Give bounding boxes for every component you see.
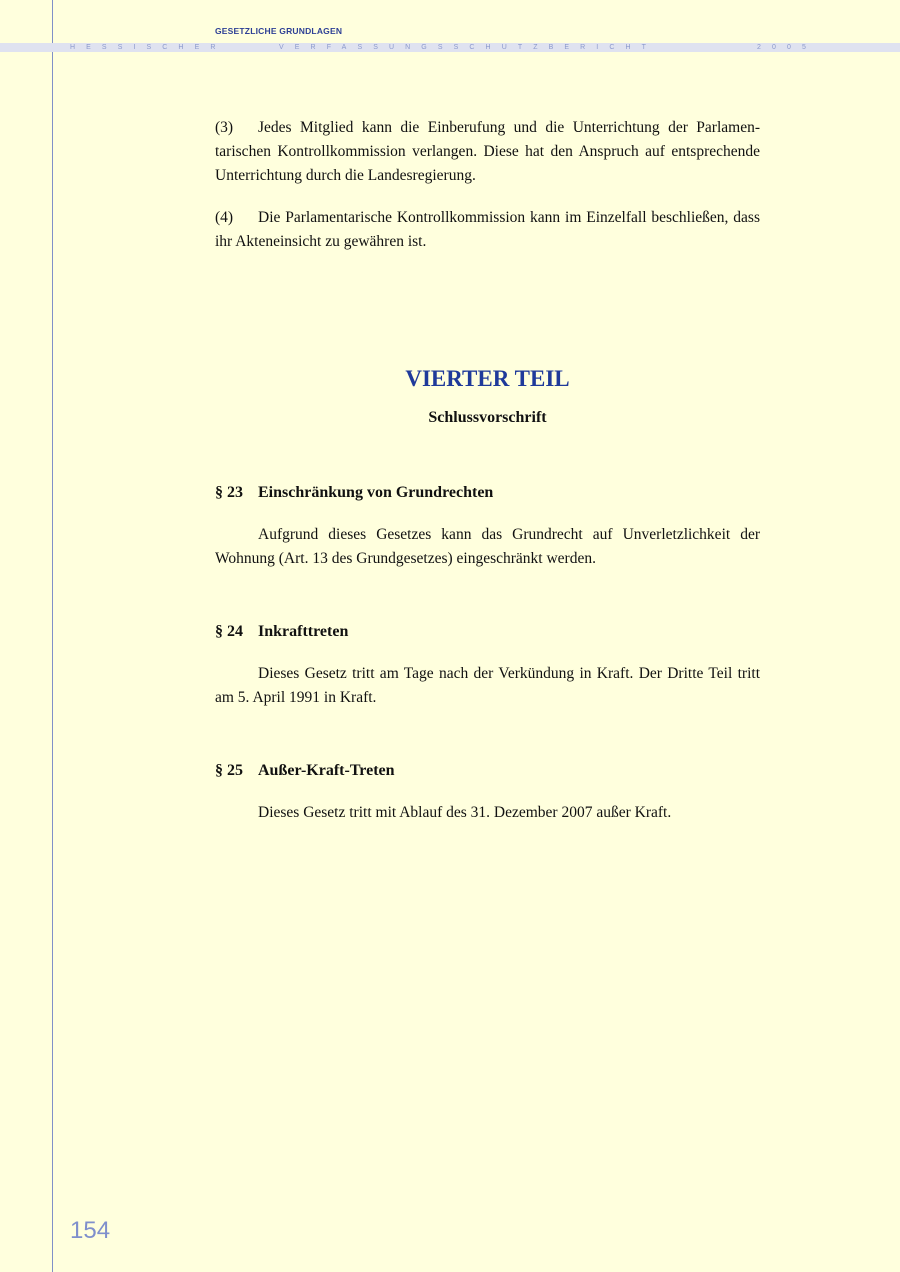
section-number: § 24 <box>215 623 243 640</box>
paragraph-number: (3) <box>215 119 234 136</box>
section-heading <box>215 481 760 505</box>
section-text: Dieses Gesetz tritt am Tage nach der Verkündung in Kraft. Der Dritte Teil tritt am 5. April 1991 in Kraft. <box>215 665 760 706</box>
continued-paragraphs <box>215 116 760 254</box>
paragraph-text: Jedes Mitglied kann die Einberufung und die Unterrichtung der Parlamentarischen Kontrollkommission verlangen. Diese hat den Anspruch auf entsprechende Unterrichtung durch die Landesregierung. <box>215 119 760 184</box>
paragraph-number: (4) <box>215 209 234 226</box>
header-band-year: 2005 <box>757 44 817 51</box>
section-23 <box>215 481 760 571</box>
page-number: 154 <box>70 1217 111 1244</box>
section-number: § 25 <box>215 762 243 779</box>
section-heading <box>215 759 760 783</box>
section-heading <box>215 620 760 644</box>
section-title: Außer-Kraft-Treten <box>258 762 395 779</box>
header-band <box>0 43 900 52</box>
section-text: Dieses Gesetz tritt mit Ablauf des 31. Dezember 2007 außer Kraft. <box>258 804 672 821</box>
section-title: Inkrafttreten <box>258 623 349 640</box>
paragraph-3 <box>215 116 760 188</box>
section-text: Aufgrund dieses Gesetzes kann das Grundrecht auf Unverletzlichkeit der Wohnung (Art. 13 des Grundgesetzes) eingeschränkt werden. <box>215 526 760 567</box>
header-band-publisher: HESSISCHER <box>70 44 227 51</box>
margin-rule <box>52 0 53 1272</box>
header-band-title: VERFASSUNGSSCHUTZBERICHT <box>279 44 658 51</box>
running-section-title: GESETZLICHE GRUNDLAGEN <box>215 26 343 36</box>
paragraph-text: Die Parlamentarische Kontrollkommission kann im Einzelfall beschließen, dass ihr Akteneinsicht zu gewähren ist. <box>215 209 760 250</box>
section-25 <box>215 759 760 825</box>
section-24 <box>215 620 760 710</box>
section-number: § 23 <box>215 484 243 501</box>
part-title: VIERTER TEIL <box>405 366 570 391</box>
part-subtitle: Schlussvorschrift <box>428 409 547 426</box>
section-title: Einschränkung von Grundrechten <box>258 484 494 501</box>
paragraph-4 <box>215 206 760 254</box>
